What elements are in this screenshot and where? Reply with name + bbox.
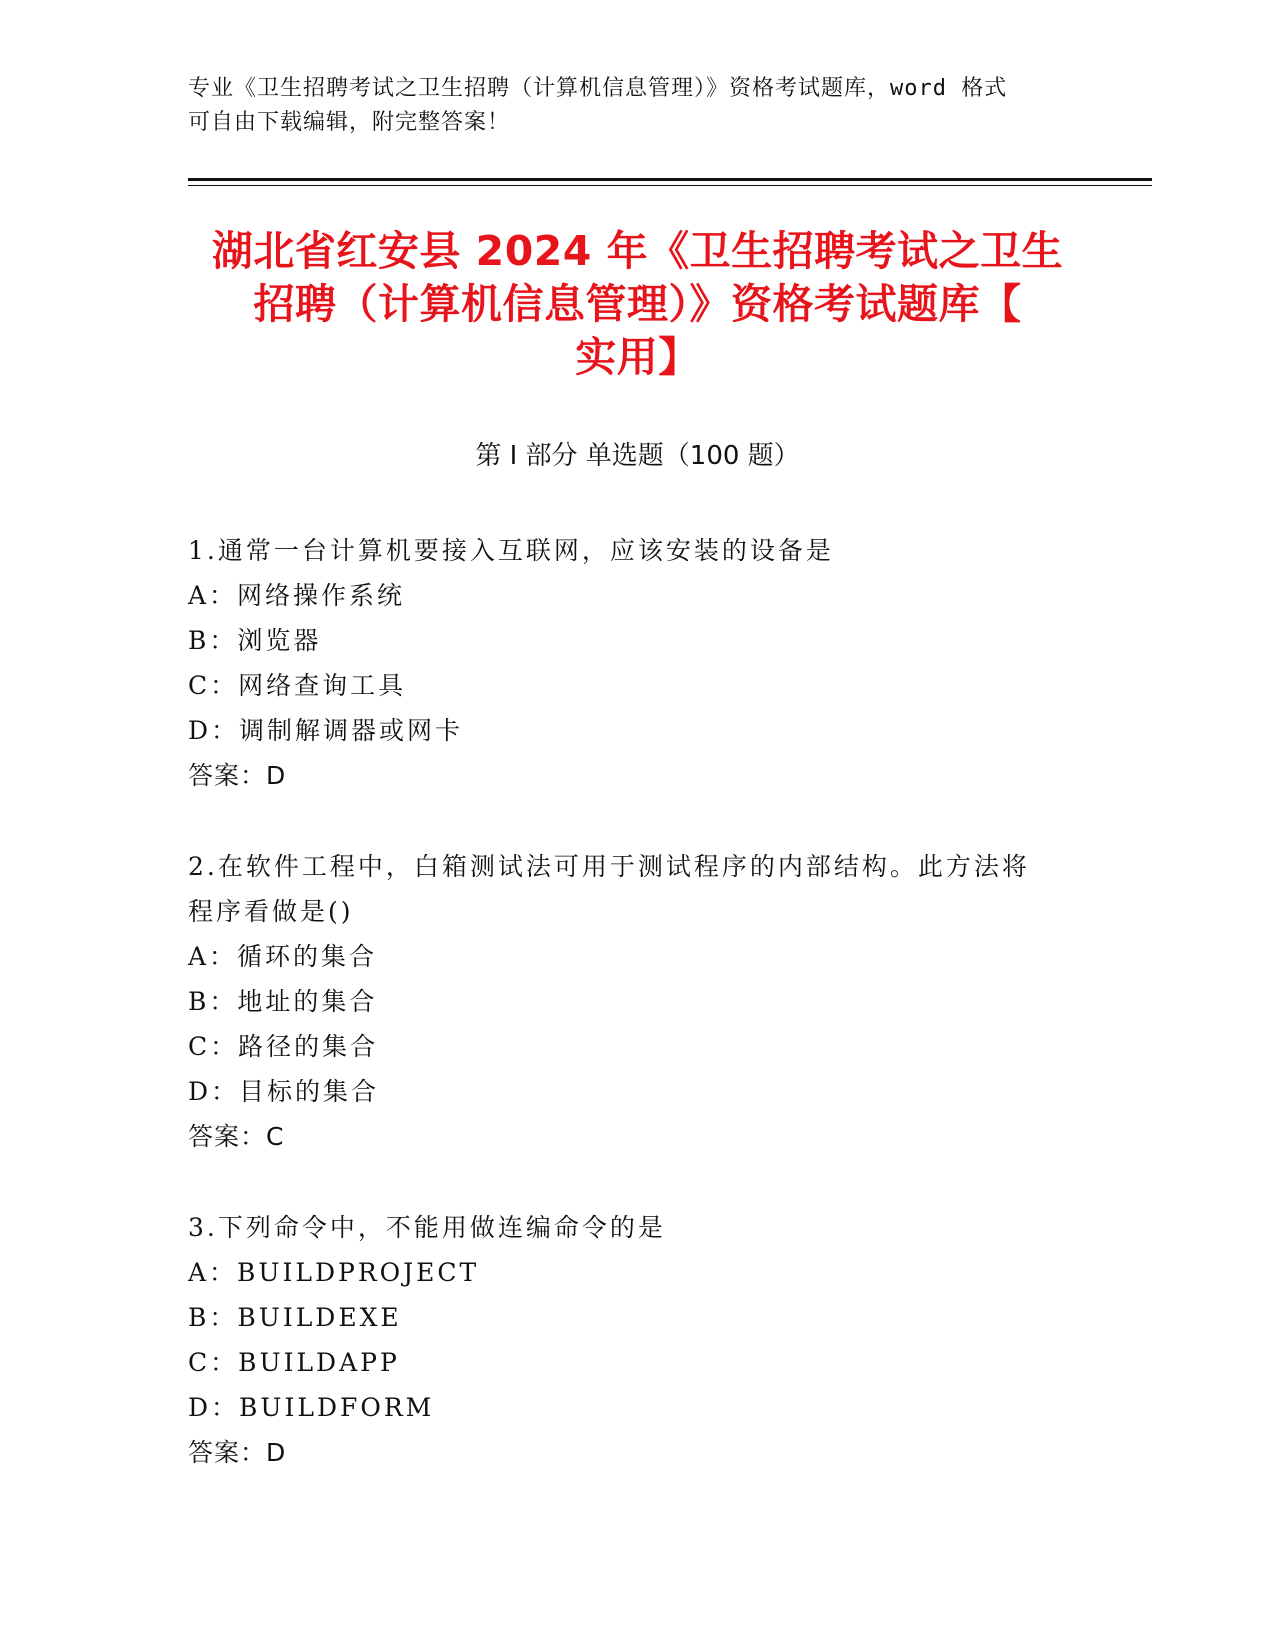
header-note <box>188 72 1088 140</box>
question-text: 3.下列命令中，不能用做连编命令的是 <box>188 1213 666 1242</box>
option-a: A：网络操作系统 <box>188 581 406 610</box>
header-divider-thin <box>188 185 1152 186</box>
question-3 <box>188 1205 1088 1475</box>
option-b: B：地址的集合 <box>188 987 378 1016</box>
question-2 <box>188 844 1088 1159</box>
option-d: D：BUILDFORM <box>188 1393 435 1422</box>
option-a: A：BUILDPROJECT <box>188 1258 480 1287</box>
document-title-line-1: 湖北省红安县 2024 年《卫生招聘考试之卫生 <box>211 227 1064 275</box>
option-d: D：目标的集合 <box>188 1077 380 1106</box>
option-c: C：路径的集合 <box>188 1032 379 1061</box>
question-text: 2.在软件工程中，白箱测试法可用于测试程序的内部结构。此方法将 <box>188 852 1030 881</box>
question-text: 1.通常一台计算机要接入互联网，应该安装的设备是 <box>188 536 834 565</box>
option-d: D：调制解调器或网卡 <box>188 716 464 745</box>
option-c: C：BUILDAPP <box>188 1348 400 1377</box>
question-text-continued: 程序看做是() <box>188 897 354 926</box>
document-title-line-3: 实用】 <box>575 333 700 381</box>
option-a: A：循环的集合 <box>188 942 378 971</box>
section-title: 第 I 部分 单选题（100 题） <box>475 441 800 471</box>
answer: 答案：D <box>188 1438 287 1467</box>
header-note-line-2: 可自由下载编辑，附完整答案！ <box>188 110 511 135</box>
option-c: C：网络查询工具 <box>188 671 407 700</box>
question-list <box>188 528 1088 1521</box>
option-b: B：BUILDEXE <box>188 1303 402 1332</box>
answer: 答案：D <box>188 761 287 790</box>
document-title <box>180 225 1095 384</box>
header-divider-thick <box>188 178 1152 181</box>
answer: 答案：C <box>188 1122 285 1151</box>
option-b: B：浏览器 <box>188 626 322 655</box>
question-1 <box>188 528 1088 798</box>
document-title-line-2: 招聘（计算机信息管理）》资格考试题库【 <box>253 280 1022 328</box>
header-note-line-1: 专业《卫生招聘考试之卫生招聘（计算机信息管理）》资格考试题库，word 格式 <box>188 76 1008 101</box>
